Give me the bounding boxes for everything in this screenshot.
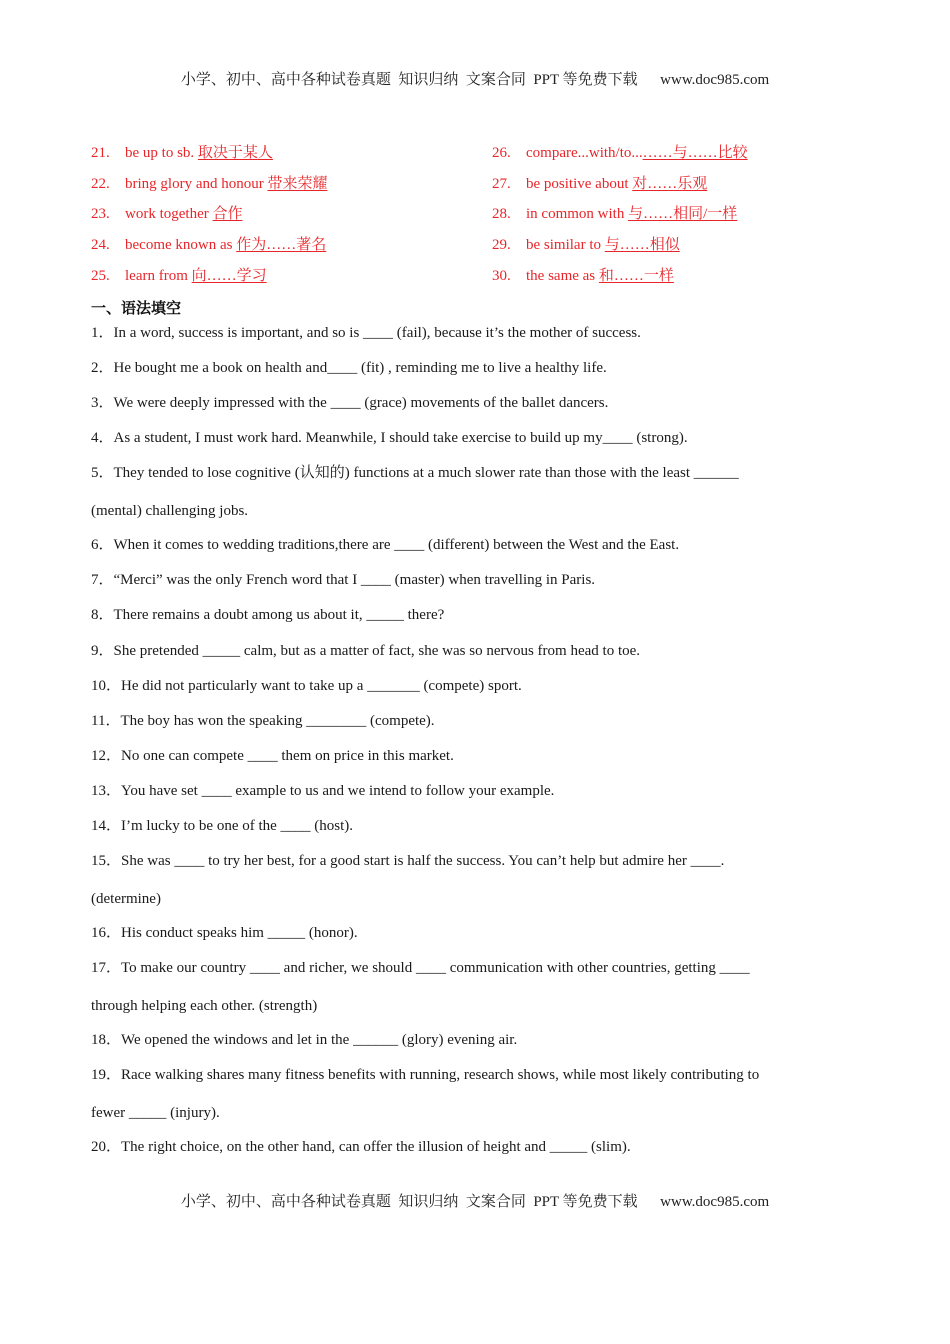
phrase-english: become known as bbox=[125, 237, 233, 253]
phrase-number: 28. bbox=[492, 206, 511, 222]
question-item bbox=[91, 815, 851, 837]
question-number: 17． bbox=[91, 960, 122, 976]
phrase-item bbox=[492, 142, 748, 164]
phrase-chinese: 向……学习 bbox=[191, 268, 267, 284]
question-text: His conduct speaks him _____ (honor). bbox=[121, 925, 358, 941]
question-text: He did not particularly want to take up a _______ (compete) sport. bbox=[121, 678, 522, 694]
phrase-english: be positive about bbox=[526, 176, 629, 192]
phrase-number: 27. bbox=[492, 176, 511, 192]
phrase-item bbox=[492, 234, 680, 256]
page-header: 小学、初中、高中各种试卷真题 知识归纳 文案合同 PPT 等免费下载 www.doc985.com bbox=[180, 72, 770, 88]
phrase-chinese: 作为……著名 bbox=[236, 237, 327, 253]
question-number: 7． bbox=[91, 572, 114, 588]
question-number: 6． bbox=[91, 537, 114, 553]
question-continuation: fewer _____ (injury). bbox=[91, 1105, 220, 1121]
question-text: She pretended _____ calm, but as a matter of fact, she was so nervous from head to toe. bbox=[113, 643, 641, 659]
question-item bbox=[91, 322, 851, 344]
question-item bbox=[91, 640, 851, 662]
question-number: 12． bbox=[91, 748, 122, 764]
question-item bbox=[91, 392, 851, 414]
phrase-chinese: 对……乐观 bbox=[632, 176, 708, 192]
question-number: 13． bbox=[91, 783, 122, 799]
question-number: 15． bbox=[91, 853, 122, 869]
section-title: 一、语法填空 bbox=[91, 299, 182, 317]
phrase-chinese: ……与……比较 bbox=[642, 145, 748, 161]
question-continuation: (mental) challenging jobs. bbox=[91, 503, 249, 519]
phrase-english: in common with bbox=[526, 206, 625, 222]
phrase-english: learn from bbox=[125, 268, 188, 284]
question-text: In a word, success is important, and so is ____ (fail), because it’s the mother of success. bbox=[113, 325, 641, 341]
question-item bbox=[91, 1029, 851, 1051]
phrase-chinese: 合作 bbox=[212, 206, 243, 222]
phrase-item bbox=[492, 203, 737, 225]
question-text: No one can compete ____ them on price in this market. bbox=[121, 748, 454, 764]
question-text: To make our country ____ and richer, we should ____ communication with other countries, getting ____ bbox=[121, 960, 750, 976]
question-text: As a student, I must work hard. Meanwhile, I should take exercise to build up my____ (strong). bbox=[113, 430, 688, 446]
question-number: 1． bbox=[91, 325, 114, 341]
phrase-english: compare...with/to... bbox=[526, 145, 643, 161]
question-item bbox=[91, 462, 851, 484]
question-text: He bought me a book on health and____ (fit) , reminding me to live a healthy life. bbox=[113, 360, 607, 376]
phrase-chinese: 取决于某人 bbox=[197, 145, 273, 161]
question-text: They tended to lose cognitive (认知的) functions at a much slower rate than those with the least ______ bbox=[113, 465, 739, 481]
question-item bbox=[91, 850, 851, 872]
question-text: “Merci” was the only French word that I ____ (master) when travelling in Paris. bbox=[113, 572, 596, 588]
phrase-item bbox=[91, 173, 328, 195]
question-number: 8． bbox=[91, 607, 114, 623]
phrase-english: bring glory and honour bbox=[125, 176, 264, 192]
phrase-number: 30. bbox=[492, 268, 511, 284]
question-number: 11． bbox=[91, 713, 121, 729]
question-number: 18． bbox=[91, 1032, 122, 1048]
question-text: We were deeply impressed with the ____ (grace) movements of the ballet dancers. bbox=[113, 395, 609, 411]
phrase-number: 29. bbox=[492, 237, 511, 253]
phrase-item bbox=[492, 265, 674, 287]
phrase-number: 26. bbox=[492, 145, 511, 161]
question-text: There remains a doubt among us about it, _____ there? bbox=[113, 607, 445, 623]
question-item bbox=[91, 780, 851, 802]
question-item bbox=[91, 604, 851, 626]
question-item bbox=[91, 569, 851, 591]
question-text: She was ____ to try her best, for a good start is half the success. You can’t help but admire her ____. bbox=[121, 853, 725, 869]
question-item bbox=[91, 745, 851, 767]
question-item bbox=[91, 534, 851, 556]
question-text: Race walking shares many fitness benefits with running, research shows, while most likely contributing to bbox=[121, 1067, 760, 1083]
question-number: 20． bbox=[91, 1139, 122, 1155]
phrase-chinese: 与……相似 bbox=[604, 237, 680, 253]
phrase-english: be similar to bbox=[526, 237, 601, 253]
phrase-chinese: 与……相同/一样 bbox=[628, 206, 738, 222]
question-number: 10． bbox=[91, 678, 122, 694]
phrase-english: the same as bbox=[526, 268, 596, 284]
question-number: 5． bbox=[91, 465, 114, 481]
phrase-number: 23. bbox=[91, 206, 110, 222]
question-item bbox=[91, 957, 851, 979]
question-number: 14． bbox=[91, 818, 122, 834]
question-item bbox=[91, 710, 851, 732]
question-continuation: through helping each other. (strength) bbox=[91, 998, 318, 1014]
phrase-chinese: 和……一样 bbox=[598, 268, 674, 284]
question-item bbox=[91, 427, 851, 449]
phrase-item bbox=[91, 265, 267, 287]
question-number: 9． bbox=[91, 643, 114, 659]
phrase-english: work together bbox=[125, 206, 209, 222]
phrase-item bbox=[91, 234, 326, 256]
phrase-chinese: 带来荣耀 bbox=[267, 176, 328, 192]
question-number: 4． bbox=[91, 430, 114, 446]
question-text: You have set ____ example to us and we intend to follow your example. bbox=[121, 783, 555, 799]
question-number: 16． bbox=[91, 925, 122, 941]
question-text: I’m lucky to be one of the ____ (host). bbox=[121, 818, 354, 834]
phrase-english: be up to sb. bbox=[125, 145, 195, 161]
phrase-number: 25. bbox=[91, 268, 110, 284]
question-text: The right choice, on the other hand, can offer the illusion of height and _____ (slim). bbox=[121, 1139, 631, 1155]
phrase-item bbox=[492, 173, 707, 195]
phrase-number: 24. bbox=[91, 237, 110, 253]
question-item bbox=[91, 675, 851, 697]
question-item bbox=[91, 1136, 851, 1158]
question-number: 19． bbox=[91, 1067, 122, 1083]
question-item bbox=[91, 1064, 851, 1086]
phrase-item bbox=[91, 142, 273, 164]
question-text: We opened the windows and let in the ______ (glory) evening air. bbox=[121, 1032, 518, 1048]
question-text: When it comes to wedding traditions,there are ____ (different) between the West and the East. bbox=[113, 537, 680, 553]
phrase-item bbox=[91, 203, 243, 225]
question-item bbox=[91, 357, 851, 379]
question-number: 3． bbox=[91, 395, 114, 411]
question-continuation: (determine) bbox=[91, 891, 161, 907]
question-number: 2． bbox=[91, 360, 114, 376]
phrase-number: 21. bbox=[91, 145, 110, 161]
page-footer: 小学、初中、高中各种试卷真题 知识归纳 文案合同 PPT 等免费下载 www.doc985.com bbox=[180, 1194, 770, 1210]
question-item bbox=[91, 922, 851, 944]
question-text: The boy has won the speaking ________ (compete). bbox=[120, 713, 435, 729]
phrase-number: 22. bbox=[91, 176, 110, 192]
